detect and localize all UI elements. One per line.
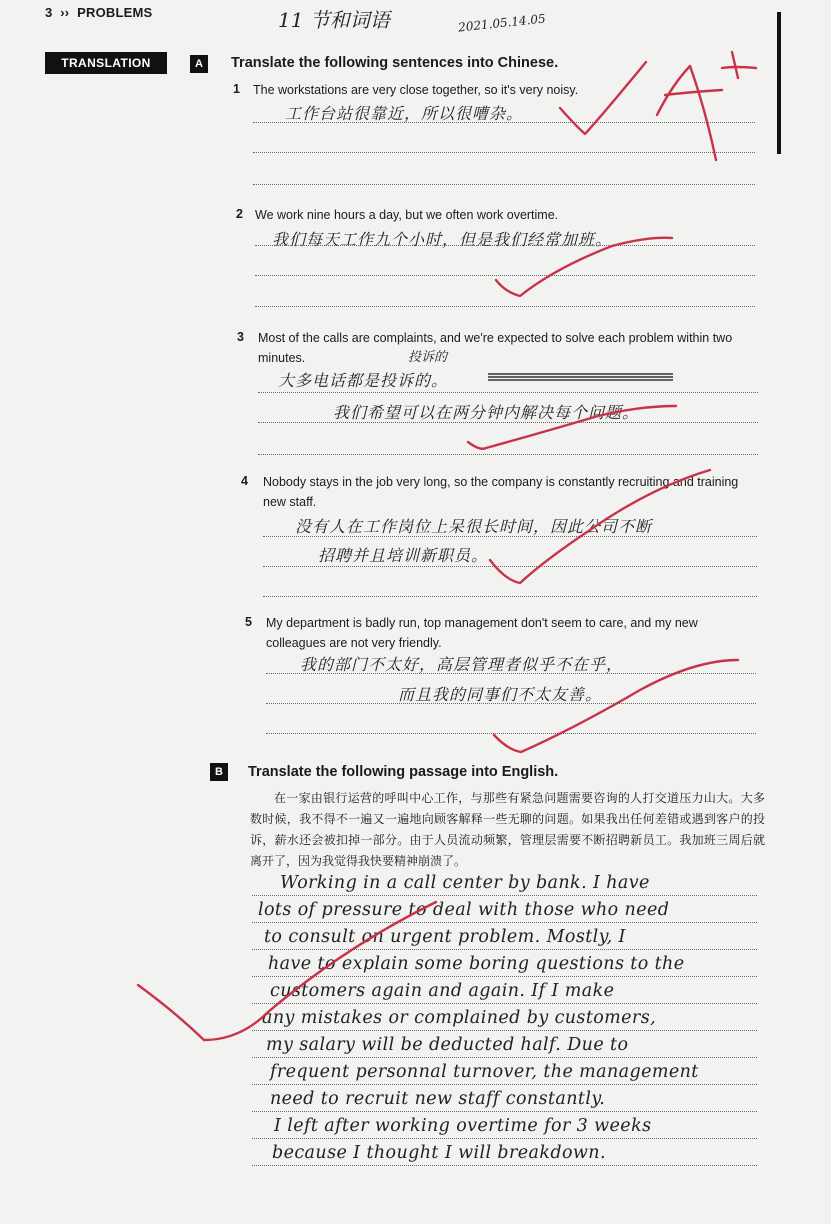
answer-line: 而且我的同事们不太友善。 (398, 685, 603, 704)
question-number: 1 (233, 82, 240, 96)
header-arrows: ›› (60, 5, 70, 20)
answer-line: any mistakes or complained by customers, (262, 1008, 657, 1028)
answer-line: customers again and again. If I make (270, 981, 615, 1001)
answer-line: 大多电话都是投诉的。 (278, 371, 449, 390)
question-number: 2 (236, 207, 243, 221)
answer-line: 我的部门不太好，高层管理者似乎不在乎， (300, 655, 624, 674)
answer-line: lots of pressure to deal with those who need (258, 900, 670, 920)
checkmark-1 (560, 62, 646, 134)
header-section: PROBLEMS (77, 5, 153, 20)
answer-line: need to recruit new staff constantly. (270, 1089, 606, 1109)
answer-line: 没有人在工作岗位上呆很长时间，因此公司不断 (295, 517, 653, 536)
answer-line: because I thought I will breakdown. (272, 1143, 606, 1163)
checkmark-6 (138, 902, 436, 1040)
question-number: 4 (241, 474, 248, 488)
handwritten-title: 11 节和词语 (278, 8, 390, 32)
question-text: We work nine hours a day, but we often work overtime. (255, 208, 559, 222)
grade-plus (722, 52, 756, 78)
section-b-letter: B (210, 763, 228, 781)
checkmark-2 (496, 238, 672, 296)
answer-line: Working in a call center by bank. I have (280, 873, 650, 893)
answer-line: 工作台站很靠近，所以很嘈杂。 (285, 104, 524, 123)
question-text: My department is badly run, top management don't seem to care, and my new colleagues are not very friendly. (266, 616, 698, 650)
question-text: Most of the calls are complaints, and we're expected to solve each problem within two minutes. (258, 331, 733, 365)
section-a-title: Translate the following sentences into Chinese. (231, 55, 559, 71)
checkmark-3 (468, 406, 676, 449)
handwritten-date: 2021.05.14.05 (457, 11, 547, 35)
answer-line: have to explain some boring questions to the (268, 954, 685, 974)
answer-line: 我们每天工作九个小时，但是我们经常加班。 (272, 230, 613, 249)
answer-line: 我们希望可以在两分钟内解决每个问题。 (333, 403, 640, 422)
question-text: The workstations are very close together, so it's very noisy. (253, 83, 579, 97)
section-a-letter: A (190, 55, 208, 73)
answer-line: I left after working overtime for 3 weeks (274, 1116, 652, 1136)
question-text: Nobody stays in the job very long, so the company is constantly recruiting and training new staff. (263, 475, 739, 509)
answer-line: my salary will be deducted half. Due to (266, 1035, 629, 1055)
checkmark-5 (494, 660, 738, 752)
answer-line: to consult on urgent problem. Mostly, I (264, 927, 626, 947)
question-number: 5 (245, 615, 252, 629)
answer-line: 招聘并且培训新职员。 (318, 546, 489, 565)
grade-a-letter (657, 66, 722, 160)
checkmark-4 (490, 470, 710, 583)
section-b-title: Translate the following passage into English. (248, 764, 559, 780)
translation-label: TRANSLATION (45, 52, 167, 74)
source-passage: 在一家由银行运营的呼叫中心工作，与那些有紧急问题需要咨询的人打交道压力山大。大多数时候，我不得不一遍又一遍地向顾客解释一些无聊的问题。如果我出任何差错或遇到客户的投诉，薪水还会被扣掉一部分。由于人员流动频繁，管理层需要不断招聘新员工。我加班三周后就离开了，因为我觉得我快要精神崩溃了。 (250, 791, 765, 868)
answer-line: frequent personnal turnover, the management (270, 1062, 699, 1082)
question-number: 3 (237, 330, 244, 344)
page-number: 3 (45, 5, 53, 20)
answer-correction: 投诉的 (408, 350, 448, 365)
